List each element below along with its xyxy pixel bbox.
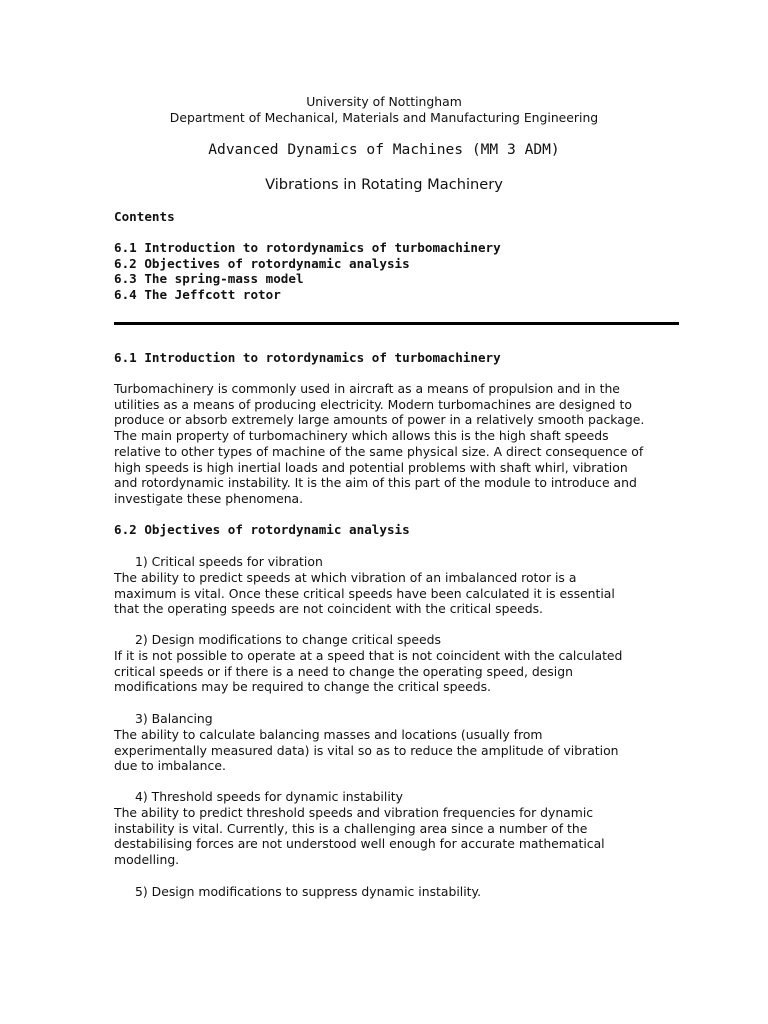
contents-item: 6.1 Introduction to rotordynamics of turbomachinery (114, 240, 501, 255)
paragraph-line: relative to other types of machine of the same physical size. A direct consequence of (114, 443, 644, 459)
objective-1-text (114, 570, 615, 617)
objective-2-text (114, 648, 622, 695)
paragraph-line: maximum is vital. Once these critical speeds have been calculated it is essential (114, 585, 615, 601)
paragraph-line: investigate these phenomena. (114, 490, 304, 506)
paragraph-line: The ability to predict speeds at which vibration of an imbalanced rotor is a (114, 570, 577, 585)
contents-item: 6.2 Objectives of rotordynamic analysis (114, 255, 410, 271)
paragraph-line: utilities as a means of producing electricity. Modern turbomachines are designed to (114, 396, 632, 412)
horizontal-rule (114, 322, 679, 325)
paragraph-line: produce or absorb extremely large amounts of power in a relatively smooth package. (114, 412, 645, 428)
document-title: Vibrations in Rotating Machinery (265, 176, 503, 193)
contents-heading: Contents (114, 209, 175, 224)
section-6-1-heading: 6.1 Introduction to rotordynamics of turbomachinery (114, 350, 501, 365)
paragraph-line: If it is not possible to operate at a speed that is not coincident with the calculated (114, 648, 623, 663)
paragraph-line: Turbomachinery is commonly used in aircraft as a means of propulsion and in the (114, 381, 620, 396)
paragraph-line: The main property of turbomachinery which allows this is the high shaft speeds (114, 428, 609, 444)
contents-list (114, 240, 501, 303)
paragraph-line: modelling. (114, 852, 180, 868)
section-6-1-paragraph (114, 381, 644, 507)
paragraph-line: due to imbalance. (114, 758, 226, 774)
paragraph-line: The ability to calculate balancing masses and locations (usually from (114, 727, 543, 742)
paragraph-line: high speeds is high inertial loads and potential problems with shaft whirl, vibration (114, 459, 628, 475)
objective-5-title: 5) Design modifications to suppress dynamic instability. (135, 884, 482, 899)
objective-4-text (114, 805, 605, 868)
university-name: University of Nottingham (306, 94, 462, 109)
paragraph-line: destabilising forces are not understood well enough for accurate mathematical (114, 836, 605, 852)
paragraph-line: critical speeds or if there is a need to change the operating speed, design (114, 663, 573, 679)
department-name: Department of Mechanical, Materials and Manufacturing Engineering (169, 110, 599, 125)
paragraph-line: instability is vital. Currently, this is a challenging area since a number of the (114, 820, 588, 836)
objective-3-text (114, 727, 619, 774)
contents-item: 6.4 The Jeffcott rotor (114, 287, 281, 303)
paragraph-line: experimentally measured data) is vital so as to reduce the amplitude of vibration (114, 742, 619, 758)
paragraph-line: that the operating speeds are not coincident with the critical speeds. (114, 601, 543, 617)
objective-3-title: 3) Balancing (135, 711, 213, 726)
paragraph-line: and rotordynamic instability. It is the aim of this part of the module to introduce and (114, 475, 637, 491)
objective-1-title: 1) Critical speeds for vibration (135, 554, 323, 569)
paragraph-line: The ability to predict threshold speeds and vibration frequencies for dynamic (114, 805, 594, 820)
objective-2-title: 2) Design modifications to change critical speeds (135, 632, 441, 647)
objective-4-title: 4) Threshold speeds for dynamic instability (135, 789, 403, 804)
course-title: Advanced Dynamics of Machines (MM 3 ADM) (208, 141, 560, 158)
contents-item: 6.3 The spring-mass model (114, 271, 304, 287)
paragraph-line: modifications may be required to change the critical speeds. (114, 679, 491, 695)
section-6-2-heading: 6.2 Objectives of rotordynamic analysis (114, 522, 410, 537)
